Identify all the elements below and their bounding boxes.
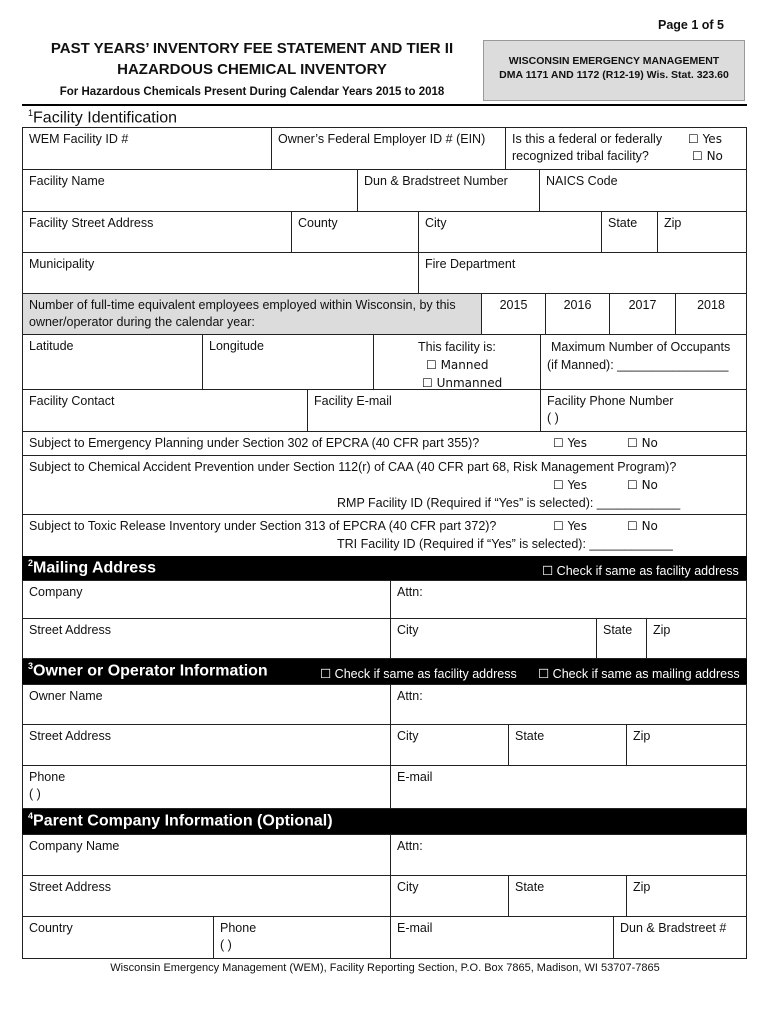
ein-label: Owner’s Federal Employer ID # (EIN) bbox=[278, 132, 486, 146]
parent-phone-area-code: ( ) bbox=[220, 938, 232, 952]
municipality-field[interactable] bbox=[22, 252, 419, 294]
naics-label: NAICS Code bbox=[546, 174, 618, 188]
manned-checkbox[interactable]: ☐ Manned bbox=[426, 358, 489, 372]
q112-label: Subject to Chemical Accident Prevention under Section 112(r) of CAA (40 CFR part 68, Risk Management Program)? bbox=[29, 460, 677, 474]
owner-phone-area-code: ( ) bbox=[29, 787, 41, 801]
tri-facility-id-field[interactable]: TRI Facility ID (Required if “Yes” is selected): ____________ bbox=[337, 537, 673, 551]
parent-country-field[interactable] bbox=[22, 916, 214, 959]
owner-street-field[interactable] bbox=[22, 724, 391, 766]
page-number: Page 1 of 5 bbox=[658, 18, 724, 32]
section4-title: Parent Company Information (Optional) bbox=[33, 812, 333, 830]
q302-yes-checkbox[interactable]: ☐ Yes bbox=[553, 436, 587, 450]
state-label: State bbox=[608, 216, 638, 230]
mailing-street-field[interactable] bbox=[22, 618, 391, 659]
mailing-same-as-facility-checkbox[interactable]: ☐ Check if same as facility address bbox=[542, 564, 739, 578]
owner-name-field[interactable] bbox=[22, 684, 391, 725]
max-occupants-label-2: (if Manned): ________________ bbox=[547, 358, 729, 372]
zip-label: Zip bbox=[664, 216, 682, 230]
section4-header bbox=[22, 809, 747, 834]
city-field[interactable] bbox=[418, 211, 602, 253]
agency-name: WISCONSIN EMERGENCY MANAGEMENT bbox=[508, 55, 720, 67]
rmp-facility-id-field[interactable]: RMP Facility ID (Required if “Yes” is selected): ____________ bbox=[337, 496, 681, 510]
fte-q-line2: owner/operator during the calendar year: bbox=[29, 315, 255, 329]
parent-dun-field[interactable] bbox=[613, 916, 747, 959]
parent-email-field[interactable] bbox=[390, 916, 614, 959]
facility-name-label: Facility Name bbox=[29, 174, 105, 188]
facility-email-field[interactable] bbox=[307, 389, 541, 432]
owner-street-label: Street Address bbox=[29, 729, 111, 743]
parent-zip-label: Zip bbox=[633, 880, 651, 894]
wem-id-label: WEM Facility ID # bbox=[29, 132, 129, 146]
title-subtitle: For Hazardous Chemicals Present During Calendar Years 2015 to 2018 bbox=[59, 86, 445, 98]
owner-attn-label: Attn: bbox=[397, 689, 423, 703]
mailing-company-field[interactable] bbox=[22, 580, 391, 619]
wem-facility-id-field[interactable] bbox=[22, 127, 272, 170]
longitude-field[interactable] bbox=[202, 334, 374, 390]
parent-street-label: Street Address bbox=[29, 880, 111, 894]
fte-question bbox=[22, 293, 482, 335]
mailing-city-field[interactable] bbox=[390, 618, 597, 659]
max-occupants-field[interactable] bbox=[540, 334, 747, 390]
parent-company-name-field[interactable] bbox=[22, 834, 391, 876]
mailing-state-field[interactable] bbox=[596, 618, 647, 659]
mailing-attn-field[interactable] bbox=[390, 580, 747, 619]
parent-zip-field[interactable] bbox=[626, 875, 747, 917]
county-field[interactable] bbox=[291, 211, 419, 253]
facility-name-field[interactable] bbox=[22, 169, 358, 212]
fte-2015-field[interactable] bbox=[481, 293, 546, 335]
owner-same-as-mailing-checkbox[interactable]: ☐ Check if same as mailing address bbox=[538, 667, 740, 681]
owner-state-field[interactable] bbox=[508, 724, 627, 766]
year-2018-label: 2018 bbox=[697, 298, 725, 312]
mailing-company-label: Company bbox=[29, 585, 83, 599]
owner-city-field[interactable] bbox=[390, 724, 509, 766]
latitude-label: Latitude bbox=[29, 339, 74, 353]
section2-header bbox=[22, 556, 747, 581]
owner-same-as-facility-checkbox[interactable]: ☐ Check if same as facility address bbox=[320, 667, 517, 681]
year-2015-label: 2015 bbox=[499, 298, 528, 312]
fte-2018-field[interactable] bbox=[675, 293, 747, 335]
section3-header bbox=[22, 659, 747, 684]
city-label: City bbox=[425, 216, 447, 230]
dun-label: Dun & Bradstreet Number bbox=[364, 174, 508, 188]
section4-number: 4 bbox=[28, 811, 34, 821]
parent-city-label: City bbox=[397, 880, 419, 894]
caa-112r-question bbox=[22, 455, 747, 515]
section2-number: 2 bbox=[28, 558, 34, 568]
facility-status bbox=[373, 334, 541, 390]
parent-attn-label: Attn: bbox=[397, 839, 423, 853]
mailing-zip-field[interactable] bbox=[646, 618, 747, 659]
email-label: Facility E-mail bbox=[314, 394, 392, 408]
mailing-state-label: State bbox=[603, 623, 633, 637]
q302-no-checkbox[interactable]: ☐ No bbox=[627, 436, 658, 450]
section1-number: 1 bbox=[28, 108, 34, 118]
parent-country-label: Country bbox=[29, 921, 73, 935]
owner-zip-field[interactable] bbox=[626, 724, 747, 766]
tri-313-question bbox=[22, 514, 747, 557]
section2-title: Mailing Address bbox=[33, 559, 156, 577]
owner-state-label: State bbox=[515, 729, 545, 743]
title-line-1: PAST YEARS’ INVENTORY FEE STATEMENT AND TIER II bbox=[50, 40, 454, 57]
street-label: Facility Street Address bbox=[29, 216, 154, 230]
fire-dept-label: Fire Department bbox=[425, 257, 516, 271]
owner-name-label: Owner Name bbox=[29, 689, 103, 703]
owner-phone-field[interactable] bbox=[22, 765, 391, 809]
parent-company-label: Company Name bbox=[29, 839, 120, 853]
facility-phone-field[interactable] bbox=[540, 389, 747, 432]
owner-zip-label: Zip bbox=[633, 729, 651, 743]
county-label: County bbox=[298, 216, 338, 230]
facility-contact-field[interactable] bbox=[22, 389, 308, 432]
facility-is-label: This facility is: bbox=[418, 340, 496, 354]
tribal-yes-checkbox[interactable]: ☐ Yes bbox=[688, 132, 722, 146]
q112-no-checkbox[interactable]: ☐ No bbox=[627, 478, 658, 492]
contact-label: Facility Contact bbox=[29, 394, 115, 408]
year-2017-label: 2017 bbox=[628, 298, 657, 312]
municipality-label: Municipality bbox=[29, 257, 95, 271]
owner-email-label: E-mail bbox=[397, 770, 433, 784]
q313-yes-checkbox[interactable]: ☐ Yes bbox=[553, 519, 587, 533]
owner-city-label: City bbox=[397, 729, 419, 743]
parent-city-field[interactable] bbox=[390, 875, 509, 917]
section3-number: 3 bbox=[28, 661, 34, 671]
footer-address: Wisconsin Emergency Management (WEM), Facility Reporting Section, P.O. Box 7865, Madison, WI 53707-7865 bbox=[110, 962, 660, 974]
fte-2016-field[interactable] bbox=[545, 293, 610, 335]
parent-state-field[interactable] bbox=[508, 875, 627, 917]
tribal-q-line2: recognized tribal facility? bbox=[512, 149, 649, 163]
q112-yes-checkbox[interactable]: ☐ Yes bbox=[553, 478, 587, 492]
parent-dun-label: Dun & Bradstreet # bbox=[620, 921, 727, 935]
form-number: DMA 1171 AND 1172 (R12-19) Wis. Stat. 323.60 bbox=[499, 69, 729, 81]
parent-phone-label: Phone bbox=[220, 921, 257, 935]
ein-field[interactable] bbox=[271, 127, 506, 170]
year-2016-label: 2016 bbox=[563, 298, 592, 312]
parent-state-label: State bbox=[515, 880, 545, 894]
form-title bbox=[22, 38, 482, 98]
owner-email-field[interactable] bbox=[390, 765, 747, 809]
parent-phone-field[interactable] bbox=[213, 916, 391, 959]
q313-label: Subject to Toxic Release Inventory under Section 313 of EPCRA (40 CFR part 372)? bbox=[29, 519, 497, 533]
fte-q-line1: Number of full-time equivalent employees employed within Wisconsin, by this bbox=[29, 298, 456, 312]
mailing-street-label: Street Address bbox=[29, 623, 111, 637]
owner-attn-field[interactable] bbox=[390, 684, 747, 725]
fte-2017-field[interactable] bbox=[609, 293, 676, 335]
owner-phone-label: Phone bbox=[29, 770, 66, 784]
q313-no-checkbox[interactable]: ☐ No bbox=[627, 519, 658, 533]
longitude-label: Longitude bbox=[209, 339, 264, 353]
tribal-facility-question bbox=[505, 127, 747, 170]
max-occupants-label-1: Maximum Number of Occupants bbox=[551, 340, 731, 354]
fire-department-field[interactable] bbox=[418, 252, 747, 294]
parent-street-field[interactable] bbox=[22, 875, 391, 917]
mailing-zip-label: Zip bbox=[653, 623, 671, 637]
agency-box bbox=[483, 40, 745, 101]
phone-area-code: ( ) bbox=[547, 411, 559, 425]
q302-label: Subject to Emergency Planning under Section 302 of EPCRA (40 CFR part 355)? bbox=[29, 436, 480, 450]
tribal-no-checkbox[interactable]: ☐ No bbox=[692, 149, 723, 163]
section3-title: Owner or Operator Information bbox=[33, 662, 268, 680]
phone-label: Facility Phone Number bbox=[547, 394, 674, 408]
title-line-2: HAZARDOUS CHEMICAL INVENTORY bbox=[117, 61, 387, 78]
parent-email-label: E-mail bbox=[397, 921, 433, 935]
naics-field[interactable] bbox=[539, 169, 747, 212]
mailing-attn-label: Attn: bbox=[397, 585, 423, 599]
latitude-field[interactable] bbox=[22, 334, 203, 390]
mailing-city-label: City bbox=[397, 623, 419, 637]
zip-field[interactable] bbox=[657, 211, 747, 253]
parent-attn-field[interactable] bbox=[390, 834, 747, 876]
state-field[interactable] bbox=[601, 211, 658, 253]
dun-bradstreet-field[interactable] bbox=[357, 169, 540, 212]
unmanned-checkbox[interactable]: ☐ Unmanned bbox=[422, 376, 503, 390]
facility-street-field[interactable] bbox=[22, 211, 292, 253]
tribal-q-line1: Is this a federal or federally bbox=[512, 132, 663, 146]
section1-title: Facility Identification bbox=[33, 109, 178, 127]
epcra-302-question bbox=[22, 431, 747, 456]
